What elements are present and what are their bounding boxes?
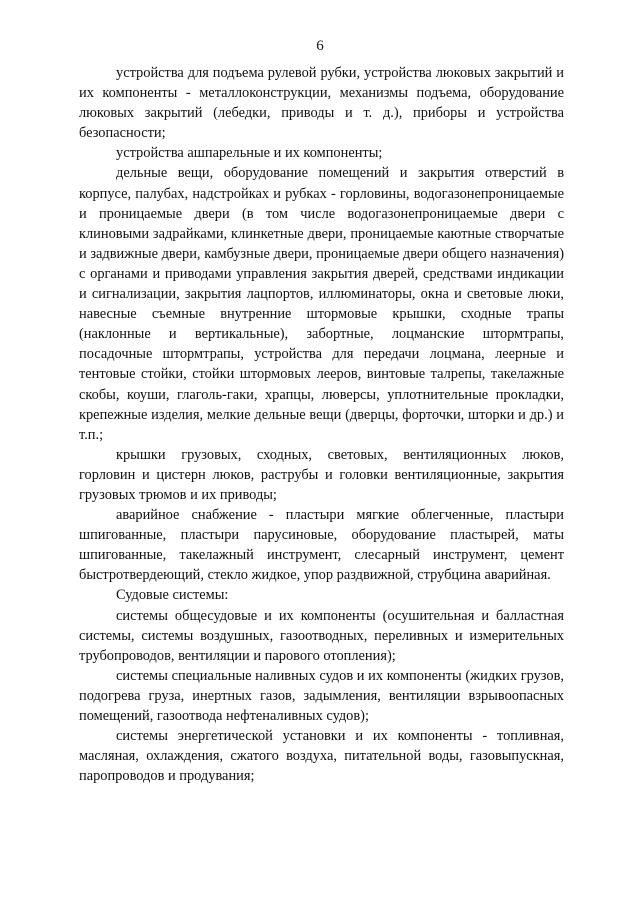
paragraph-tanker-systems: системы специальные наливных судов и их компоненты (жидких грузов, подогрева груза, инертных газов, задымления, вентиляции взрывоопасных помещений, газоотвода нефтеналивных судов); (79, 667, 564, 724)
page-number: 6 (316, 38, 324, 54)
paragraph-power-plant-systems: системы энергетической установки и их компоненты - топливная, масляная, охлаждения, сжатого воздуха, питательной воды, газовыпускная, паропроводов и продувания; (79, 728, 564, 785)
document-body (79, 63, 564, 786)
paragraph-hatch-covers: крышки грузовых, сходных, световых, вентиляционных люков, горловин и цистерн люков, раструбы и головки вентиляционные, закрытия грузовых трюмов и их приводы; (79, 446, 564, 503)
paragraph-deck-fittings: дельные вещи, оборудование помещений и закрытия отверстий в корпусе, палубах, надстройках и рубках - горловины, водогазонепроницаемые и проницаемые двери (в том числе водогазонепроницаемые двери с клиновыми задрайками, клинкетные двери, проницаемые каютные створчатые и задвижные двери, камбузные двери, проницаемые двери общего назначения) с органами и приводами управления закрытия дверей, средствами индикации и сигнализации, закрытия лацпортов, иллюминаторы, окна и световые люки, навесные съемные внутренние штормовые крышки, сходные трапы (наклонные и вертикальные), забортные, лоцманские штормтрапы, посадочные штормтрапы, устройства для передачи лоцмана, леерные и тентовые стойки, стойки штормовых лееров, винтовые талрепы, такелажные скобы, коуши, глаголь-гаки, храпцы, люверсы, уплотнительные прокладки, крепежные изделия, мелкие дельные вещи (дверцы, форточки, шторки и др.) и т.п.; (79, 165, 564, 443)
paragraph-general-systems: системы общесудовые и их компоненты (осушительная и балластная системы, системы воздушных, газоотводных, переливных и измерительных трубопроводов, вентиляции и парового отопления); (79, 607, 564, 664)
section-heading-ship-systems: Судовые системы: (116, 587, 229, 604)
paragraph-ashpar-devices: устройства ашпарельные и их компоненты; (116, 145, 383, 162)
paragraph-emergency-supply: аварийное снабжение - пластыри мягкие облегченные, пластыри шпигованные, пластыри парусиновые, оборудование пластырей, маты шпигованные, такелажный инструмент, слесарный инструмент, цемент быстротвердеющий, стекло жидкое, упор раздвижной, струбцина аварийная. (79, 507, 564, 584)
paragraph-hatch-devices: устройства для подъема рулевой рубки, устройства люковых закрытий и их компоненты - металлоконструкции, механизмы подъема, оборудование люковых закрытий (лебедки, приводы и т. д.), приборы и устройства безопасности; (79, 65, 564, 142)
